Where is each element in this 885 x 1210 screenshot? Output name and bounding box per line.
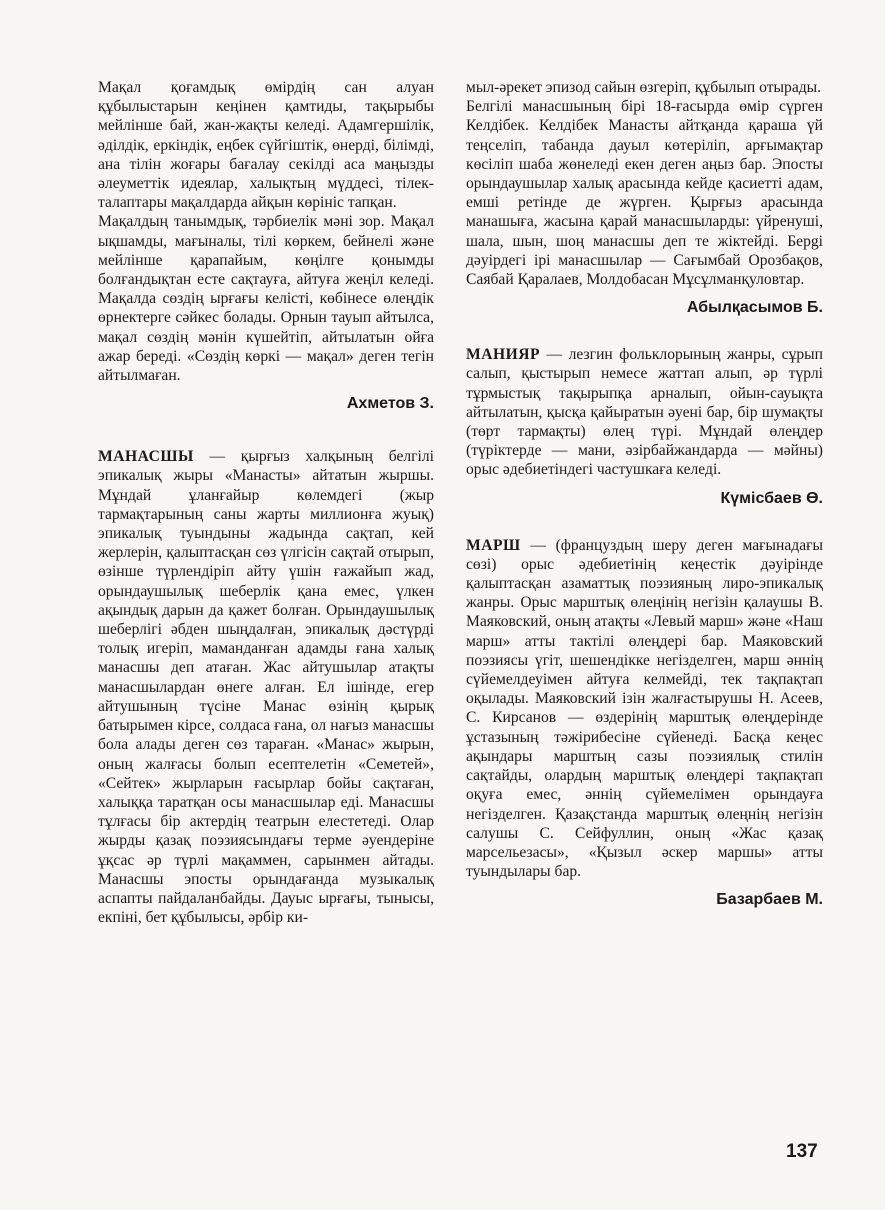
makal-paragraph-1: Мақал қоғамдық өмірдің сан алуан құбылыстарын кеңінен қамтиды, тақырыбы мейлінше бай, жан-жақты келеді. Адамгершілік, әділдік, еркіндік, еңбек сүйгіштік, өнерді, білімді, ана тілін жоғары бағалау секілді аса маңызды әлеуметтік идеялар, халықтың мүддесі, тілек-талаптары мақалдарда айқын көрініс тапқан. [98, 79, 434, 212]
manasshy-entry [98, 447, 434, 927]
manasshy-text-right-1: мыл-әрекет эпизод сайын өзгеріп, құбылып отырады. [466, 79, 822, 96]
makal-author: Ахметов З. [346, 395, 434, 413]
maniyar-text: — лезгин фольклорының жанры, сұрып салып, қыстырып немесе жаттап алып, әр түрлі тұрмыстық тақырыпқа арналып, ойын-сауықта айтылатын, қысқа қайыратын әуені бар, бір шумақты (төрт тармақты) өлең түрі. Мұндай өлеңдер (түріктерде — мани, әзірбайжандарда — мәйны) орыс әдебиетіндегі частушкаға келеді. [466, 346, 823, 479]
makal-paragraph-2: Мақалдың танымдық, тәрбиелік мәні зор. Мақал ықшамды, мағыналы, тілі көркем, бейнелі және мейлінше қарапайым, көңілге қонымды болғандықтан есте сақтауға, айтуға жеңіл келеді. Мақалда сөздің ырғағы келісті, көбінесе өлеңдік өрнектерге сәйкес болады. Орнын тауып айтылса, мақал сөздің мәнін күшейтіп, айтылатын ойға ажар береді. «Сөздің көркі — мақал» деген тегін айтылмаған. [98, 213, 434, 385]
marsh-author: Базарбаев М. [716, 891, 823, 909]
page-number: 137 [786, 1141, 818, 1162]
maniyar-author: Күмісбаев Ө. [720, 489, 823, 507]
entry-headword-maniyar: МАНИЯР [466, 346, 541, 364]
left-column [98, 78, 434, 927]
right-column [466, 78, 823, 909]
manasshy-author: Абылқасымов Б. [686, 299, 823, 317]
marsh-text: — (француздың шеру деген мағынадағы сөзі) орыс әдебиетінің кеңестік дәуірінде қалыптасқан азаматтық поэзияның лиро-эпикалық жанры. Орыс марштық өлеңінің негізін қалаушы В. Маяковский, оның атақты «Левый марш» және «Наш марш» атты тактілі өлеңдері бар. Маяковский поэзиясы үгіт, шешендікке негізделген, марш әннің сүйемелдеуімен айтуға келмейді, тек тақпақтап оқылады. Маяковский ізін жалғастырушы Н. Асеев, С. Кирсанов — өздерінің марштық өлеңдерінде ұстазының тәжірибесіне сүйенеді. Басқа кеңес ақындары марштың сазы поэзиялық стилін сақтайды, олардың марштық өлеңдері тақпақтап оқуға емес, әннің сүйемелімен орындауға негізделген. Қазақстанда марштық өлеңнің негізін салушы С. Сейфуллин, оның «Жас қазақ марсельезасы», «Қызыл әскер маршы» атты туындылары бар. [466, 536, 823, 881]
entry-headword-manasshy: МАНАСШЫ [98, 448, 194, 466]
marsh-entry [466, 536, 823, 882]
entry-headword-marsh: МАРШ [466, 536, 521, 554]
maniyar-entry [466, 345, 823, 479]
manasshy-text-right-2: Белгілі манасшының бірі 18-ғасырда өмір сүрген Келдібек. Келдібек Манасты айтқанда қараша үй теңселіп, табанда дауыл көтеріліп, арғымақтар көсіліп шаба жөнеледі екен деген аңыз бар. Эпосты орындаушылар халық арасында кейде қасиетті адам, емші ретінде де жүрген. Қырғыз арасында манашыға, жасына қарай манасшыларды: үйренуші, шала, шын, шоң манасшы деп те жіктейді. Берgi дәуірдегі ірі манасшылар — Сағымбай Орозбақов, Саябай Қаралаев, Молдобасан Мұсұлманқуловтар. [466, 98, 823, 289]
manasshy-text-left: — қырғыз халқының белгілі эпикалық жыры «Манасты» айтатын жыршы. Мұндай ұланғайыр көлемдегі (жыр тармақтарының саны жарты миллионға жуық) эпикалық туындыны жадында сақтап, кей жерлерін, қалыптасқан сөз үлгісін сақтай отырып, өзінше түрлендіріп айту үшін ғажайып жад, орындаушылық шеберлік қана емес, үлкен ақындық дарын да қажет болған. Орындаушылық шеберлігі әбден шыңдалған, эпикалық дәстүрді толық игеріп, маманданған адамды ғана халық манасшы деп атаған. Жас айтушылар атақты манасшылардан өнеге алған. Ел ішінде, егер айтушының түсіне Манас өзінің қырық батырымен кірсе, солдаса ғана, ол нағыз манасшы бола алады деген сөз тараған. «Манас» жырын, оның жалғасы болып есептелетін «Семетей», «Сейтек» жырларын ғасырлар бойы сақтаған, халыққа таратқан осы манасшылар еді. Манасшы тұлғасы бір актердің театрын елестетеді. Олар жырды қазақ поэзиясындағы терме әуендеріне ұқсас әр түрлі мақаммен, сарынмен айтады. Манасшы эпосты орындағанда музыкалық аспапты пайдаланбайды. Дауыс ырғағы, тынысы, екпіні, бет құбылысы, әрбір ки- [98, 448, 434, 927]
